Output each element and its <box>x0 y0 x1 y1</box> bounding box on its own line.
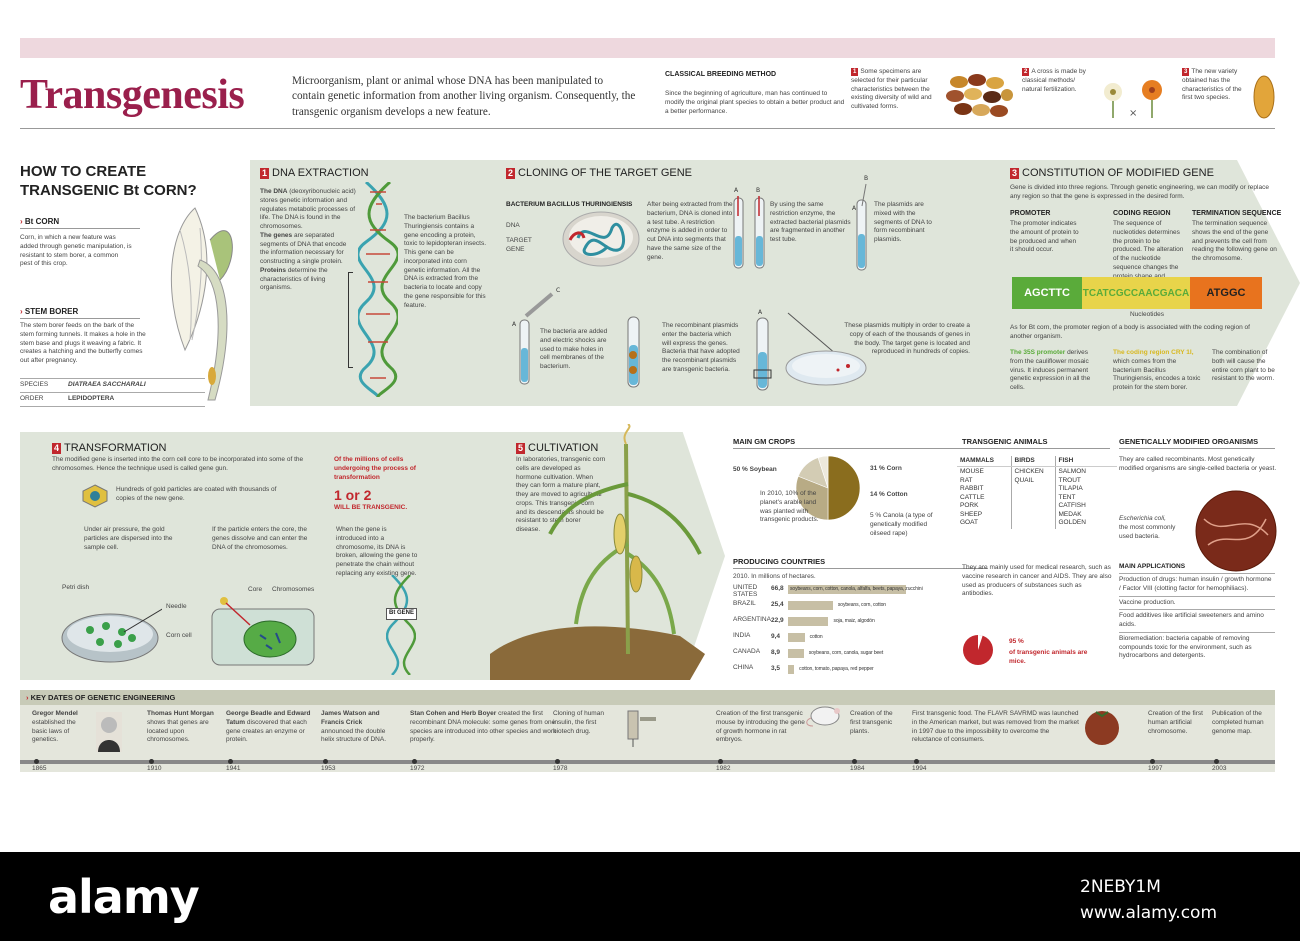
canola-label: 5 % Canola (a type of genetically modified oilseed rape) <box>870 512 933 537</box>
gold-text: Hundreds of gold particles are coated with thousands of copies of the new gene. <box>116 486 277 502</box>
timeline-year: 1972 <box>410 765 425 772</box>
country-crops: soybeans, corn, cotton <box>837 602 886 608</box>
species-row: SPECIES DIATRAEA SACCHARALI <box>20 378 205 393</box>
termination-segment: ATGGC <box>1190 277 1262 309</box>
svg-text:A: A <box>758 309 763 316</box>
petri-label: Petri dish <box>62 584 90 591</box>
page-title: Transgenesis <box>20 72 245 118</box>
timeline-title-band <box>20 690 1275 705</box>
cry-text: The coding region CRY 1I, which comes from the bacterium Bacillus Thuringiensis, encodes a toxic protein for the stem borer. <box>1113 349 1201 392</box>
timeline-event: Cloning of human insulin, the first biotech drug. <box>553 710 604 735</box>
cotton-label: 14 % Cotton <box>870 491 908 498</box>
country-label: INDIA <box>733 632 751 639</box>
watermark-url: www.alamy.com <box>1080 903 1218 923</box>
needle-label: Needle <box>166 603 187 610</box>
country-label: BRAZIL <box>733 600 756 607</box>
gmo-title: GENETICALLY MODIFIED ORGANISMS <box>1119 437 1259 446</box>
chromosomes-label: Chromosomes <box>272 586 315 593</box>
country-crops: cotton, tomato, papaya, red pepper <box>799 666 874 672</box>
timeline-year: 1978 <box>553 765 568 772</box>
corn-plant-illustration <box>490 424 710 680</box>
intro-gene-text: When the gene is introduced into a chromosome, its DNA is broken, allowing the gene to penetrate the chain without replacing any existing gene. <box>336 526 418 577</box>
birds-col: BIRDS <box>1011 456 1055 467</box>
timeline-dot <box>149 759 154 764</box>
dna-text: The DNA (deoxyribonucleic acid) stores genetic information and regulates metabolic processes of life. The DNA is found in the chromosomes. The genes are separated segments of DNA that encode the information necessary for constructing a single protein. Proteins determine the characteristics of living organisms. <box>260 188 356 292</box>
tube-label-a: A <box>734 187 739 194</box>
country-value: 25,4 <box>771 601 784 608</box>
corn-label: 31 % Corn <box>870 465 902 472</box>
nucleotides-label: Nucleotides <box>1130 311 1164 318</box>
dna-label: DNA <box>506 222 520 229</box>
timeline-event: Creation of the first transgenic mouse by introducing the gene of growth hormone in rat embryos. <box>716 710 805 744</box>
timeline-dot <box>228 759 233 764</box>
producing-sub: 2010. In millions of hectares. <box>733 573 816 580</box>
borer-rule <box>20 318 140 319</box>
timeline-dot <box>323 759 328 764</box>
step-3-text: 3 The new variety obtained has the characteristics of the first two species. <box>1182 68 1242 102</box>
step-1-text: 1 Some specimens are selected for their particular characteristics between the existing diversity of wild and cultivated forms. <box>851 68 932 111</box>
term-text: The termination sequence shows the end of the gene and prevents the cell from reading the following gene on the chromosome. <box>1192 220 1277 263</box>
constitution-intro: Gene is divided into three regions. Through genetic engineering, we can modify or replace any region so that the gene is expressed in the desired form. <box>1010 184 1269 200</box>
petri-dish-illustration <box>60 598 162 670</box>
new-variety-image <box>1253 74 1275 120</box>
country-crops: soybeans, corn, cotton, canola, alfalfa, beets, papaya, zucchini <box>790 586 923 592</box>
cultivation-heading: 5 CULTIVATION <box>518 442 599 454</box>
crops-title: MAIN GM CROPS <box>733 437 796 446</box>
timeline-dot <box>34 759 39 764</box>
timeline-event: Creation of the first transgenic plants. <box>850 710 893 735</box>
target-gene-label: TARGET GENE <box>506 237 532 253</box>
timeline-year: 1941 <box>226 765 241 772</box>
borer-heading: › STEM BORER <box>20 307 79 316</box>
producing-title: PRODUCING COUNTRIES <box>733 557 826 566</box>
country-value: 8,9 <box>771 649 781 656</box>
promoter-heading: PROMOTER <box>1010 210 1051 217</box>
timeline-dot <box>852 759 857 764</box>
timeline-event: First transgenic food. The FLAVR SAVRMD was launched in the American market, but was removed from the market in 1997 due to the impossibility to overcome the reluctance of consumers. <box>912 710 1079 744</box>
flowers-cross-image <box>1100 70 1170 120</box>
cell-illustration <box>210 595 316 669</box>
air-text: Under air pressure, the gold particles are dispersed into the sample cell. <box>84 526 173 551</box>
ecoli-dish-image <box>1194 489 1278 573</box>
mendel-portrait <box>96 712 122 752</box>
soy-label: 50 % Soybean <box>733 466 777 473</box>
timeline-event: Stan Cohen and Herb Boyer created the first recombinant DNA molecule: some genes from one species are introduced into other species and work properly. <box>410 710 557 744</box>
cloning-text-6: These plasmids multiply in order to create a copy of each of the thousands of genes in the body. The target gene is located and reproduced in hundreds of copies. <box>844 322 970 356</box>
watermark-id: 2NEBY1M <box>1080 877 1161 897</box>
cultivation-text: In laboratories, transgenic corn cells are developed as hormone cultivation. When they can form a mature plant, they are moved to agricultural crops. This transgenic corn and its descendants should be resistant to stem borer disease. <box>516 456 606 534</box>
coding-text: The sequence of nucleotides determines the protein to be produced. The alteration of the nucleotide sequence changes the <box>1113 220 1184 271</box>
howto-title: HOW TO CREATE TRANSGENIC Bt CORN? <box>20 163 197 200</box>
svg-text:A: A <box>512 321 517 328</box>
country-crops: soja, maiz, algodón <box>833 618 875 624</box>
country-bar <box>788 617 828 626</box>
apps-list <box>1119 573 1275 663</box>
bacterium-illustration <box>560 208 642 270</box>
country-label: CHINA <box>733 664 754 671</box>
btcorn-heading: › Bt CORN <box>20 217 60 226</box>
header-divider <box>20 128 1275 129</box>
country-bar <box>788 601 833 610</box>
will-be-transgenic: WILL BE TRANSGENIC. <box>334 504 408 511</box>
tube-transgenic <box>752 308 774 393</box>
country-crops: cotton <box>809 634 823 640</box>
mice-pie <box>962 634 994 666</box>
timeline-year: 1982 <box>716 765 731 772</box>
timeline-year: 1865 <box>32 765 47 772</box>
p35-text: The 35S promoter derives from the cauliflower mosaic virus. It induces permanent genetic expression in all the cells. <box>1010 349 1091 392</box>
timeline-dot <box>412 759 417 764</box>
btcorn-rule <box>20 228 140 229</box>
millions-text: Of the millions of cells undergoing the process of transformation <box>334 456 416 481</box>
bacterium-label: BACTERIUM BACILLUS THURINGIENSIS <box>506 201 633 208</box>
coding-segment: TCATCGCCAACGACA <box>1082 277 1190 309</box>
watermark-logo: alamy <box>48 870 199 924</box>
combination-text: The combination of both will cause the entire corn plant to be resistant to the worm. <box>1212 349 1275 383</box>
intro-text: Microorganism, plant or animal whose DNA has been manipulated to contain genetic information from another living organism. Consequently, the transgenic organism develops a new feature. <box>292 75 636 118</box>
gmo-rule <box>1119 448 1275 449</box>
country-bar <box>788 665 794 674</box>
svg-text:B: B <box>756 187 761 194</box>
core-label: Core <box>248 586 263 593</box>
timeline-year: 1953 <box>321 765 336 772</box>
country-label: CANADA <box>733 648 761 655</box>
bt-gene-label: Bt GENE <box>386 608 417 620</box>
animals-rule <box>962 448 1110 449</box>
dna-helix-illustration <box>358 182 398 397</box>
btcorn-text: Corn, in which a new feature was added through genetic manipulation, is resistant to stem borer, a common pest of this crop. <box>20 234 132 268</box>
promoter-text: The promoter indicates the amount of protein to be produced and when it should occur. <box>1010 220 1079 254</box>
country-label: UNITED STATES <box>733 584 758 598</box>
country-value: 9,4 <box>771 633 781 640</box>
timeline-event: Thomas Hunt Morgan shows that genes are located upon chromosomes. <box>147 710 214 744</box>
timeline-year: 1910 <box>147 765 162 772</box>
timeline-event: Creation of the first human artificial chromosome. <box>1148 710 1203 735</box>
order-row: ORDER LEPIDOPTERA <box>20 393 205 407</box>
svg-text:×: × <box>1129 108 1138 119</box>
timeline-year: 1984 <box>850 765 865 772</box>
app-item: Bioremediation: bacteria capable of removing compounds toxic for the environment, such as hydrocarbons and detergents. <box>1119 632 1275 663</box>
mice-text: of transgenic animals are mice. <box>1009 649 1088 665</box>
app-item: Production of drugs: human insulin / growth hormone / Factor VIII (clotting factor for hemophiliacs). <box>1119 573 1275 596</box>
timeline-dot <box>1214 759 1219 764</box>
dna-heading: 1 DNA EXTRACTION <box>262 167 369 179</box>
cloning-heading: 2 CLONING OF THE TARGET GENE <box>508 167 693 179</box>
timeline-event: Publication of the completed human genome map. <box>1212 710 1264 735</box>
gold-particle-icon <box>82 484 108 508</box>
timeline-dot <box>914 759 919 764</box>
test-tube-2 <box>852 172 874 272</box>
timeline-year: 1997 <box>1148 765 1163 772</box>
animals-title: TRANSGENIC ANIMALS <box>962 437 1048 446</box>
mice-pct: 95 % <box>1009 638 1024 645</box>
test-tubes-1 <box>732 186 768 276</box>
timeline-title: › KEY DATES OF GENETIC ENGINEERING <box>26 693 176 702</box>
tube-bacteria <box>622 315 646 390</box>
cloning-text-5: The recombinant plasmids enter the bacteria which will express the genes. Bacteria that have adopted the recombinant plasmids are transgenic bacteria. <box>662 322 740 373</box>
ecoli-text: Escherichia coli, the most commonly used bacteria. <box>1119 515 1176 540</box>
bacterium-text: The bacterium Bacillus Thuringiensis contains a gene encoding a protein, toxic to lepidopteran insects. This gene can be incorporated into corn genetic information. All the DNA is extracted from the bacteria to locate and copy the gene responsible for this feature. <box>404 214 487 309</box>
timeline-axis <box>20 760 1275 764</box>
transformation-intro: The modified gene is inserted into the corn cell core to be incorporated into some of the chromosomes. Hence the technique used is called gene gun. <box>52 456 304 472</box>
timeline-event: George Beadle and Edward Tatum discovered that each gene creates an enzyme or protein. <box>226 710 311 744</box>
country-crops: soybeans, corn, canola, sugar beet <box>808 650 884 656</box>
svg-text:C: C <box>556 287 561 294</box>
timeline-year: 2003 <box>1212 765 1227 772</box>
timeline-event: Gregor Mendel established the basic laws of genetics. <box>32 710 78 744</box>
country-bar <box>788 633 805 642</box>
timeline-year: 1994 <box>912 765 927 772</box>
apps-heading: MAIN APPLICATIONS <box>1119 563 1186 570</box>
corn-cob-illustration <box>140 200 250 405</box>
app-item: Food additives like artificial sweeteners and amino acids. <box>1119 609 1275 632</box>
cloning-text-3: The plasmids are mixed with the segments of DNA to form recombinant plasmids. <box>874 201 932 244</box>
timeline-dot <box>1150 759 1155 764</box>
timeline-dot <box>555 759 560 764</box>
coding-heading: CODING REGION <box>1113 210 1171 217</box>
cloning-text-2: By using the same restriction enzyme, the extracted bacterial plasmids are fragmented in another test tube. <box>770 201 851 244</box>
classical-title: CLASSICAL BREEDING METHOD <box>665 71 777 78</box>
fish-col: FISH <box>1055 456 1117 467</box>
mouse-image <box>805 700 845 728</box>
bt-combo-text: As for Bt corn, the promoter region of a body is associated with the coding region of another organism. <box>1010 324 1250 340</box>
animals-note: They are mainly used for medical research, such as vaccine research in cancer and AIDS. They are also used as producers of substances such as antibodies. <box>962 564 1112 598</box>
transformation-heading: 4 TRANSFORMATION <box>54 442 167 454</box>
borer-text: The stem borer feeds on the bark of the stem forming tunnels. It makes a hole in the stem base and plugs it weaving a fabric. It creates a hatching and the butterfly comes out after pregnancy. <box>20 322 146 365</box>
mammals-col: MAMMALS <box>957 456 1011 467</box>
svg-text:B: B <box>864 175 869 182</box>
country-label: ARGENTINA <box>733 616 771 623</box>
timeline-dot <box>718 759 723 764</box>
cloning-text-4: The bacteria are added and electric shocks are used to make holes in cell membranes of the bacterium. <box>540 328 608 371</box>
classical-text: Since the beginning of agriculture, man has continued to modify the original plant species to obtain a better product and a better performance. <box>665 90 845 115</box>
dna-bracket <box>348 272 353 368</box>
timeline-event: James Watson and Francis Crick announced the double helix structure of DNA. <box>321 710 387 744</box>
promoter-segment: AGCTTC <box>1012 277 1082 309</box>
crops-note: In 2010, 10% of the planet's arable land was planted with transgenic products. <box>760 490 819 524</box>
constitution-heading: 3 CONSTITUTION OF MODIFIED GENE <box>1012 167 1214 179</box>
country-value: 66,8 <box>771 585 784 592</box>
top-band <box>20 38 1275 58</box>
tomato-image <box>1082 706 1122 746</box>
bt-gene-helix <box>386 575 416 675</box>
seed-pile-image <box>945 70 1013 122</box>
one-or-two: 1 or 2 <box>334 487 372 503</box>
cloning-text-1: After being extracted from the bacterium, DNA is cloned into a test tube. A restriction enzyme is added in order to cut DNA into segments that have the same size of the gene. <box>647 201 733 261</box>
pie-slice-soybean <box>828 456 860 520</box>
app-item: Vaccine production. <box>1119 596 1275 610</box>
corncell-label: Corn cell <box>166 632 192 639</box>
producing-rule <box>733 568 988 569</box>
crops-rule <box>733 448 988 449</box>
country-bar <box>788 649 804 658</box>
svg-text:A: A <box>852 205 857 212</box>
animals-table: MAMMALS BIRDS FISH MOUSE RAT RABBIT CATTLE PORK SHEEP GOAT CHICKEN QUAIL SALMON TROUT TILAPIA TENT CATFISH MEDAK GOLDEN <box>957 456 1117 529</box>
gmo-text: They are called recombinants. Most genetically modified organisms are single-celled bacteria or yeast. <box>1119 456 1277 472</box>
gene-sequence-bar <box>1012 277 1262 309</box>
core-text: If the particle enters the core, the genes dissolve and can enter the DNA of the chromosomes. <box>212 526 308 551</box>
country-value: 22,9 <box>771 617 784 624</box>
term-heading: TERMINATION SEQUENCE <box>1192 210 1282 217</box>
step-2-text: 2 A cross is made by classical methods/ natural fertilization. <box>1022 68 1086 93</box>
country-value: 3,5 <box>771 665 781 672</box>
insulin-device-image <box>618 705 658 747</box>
producing-bars <box>733 585 988 680</box>
